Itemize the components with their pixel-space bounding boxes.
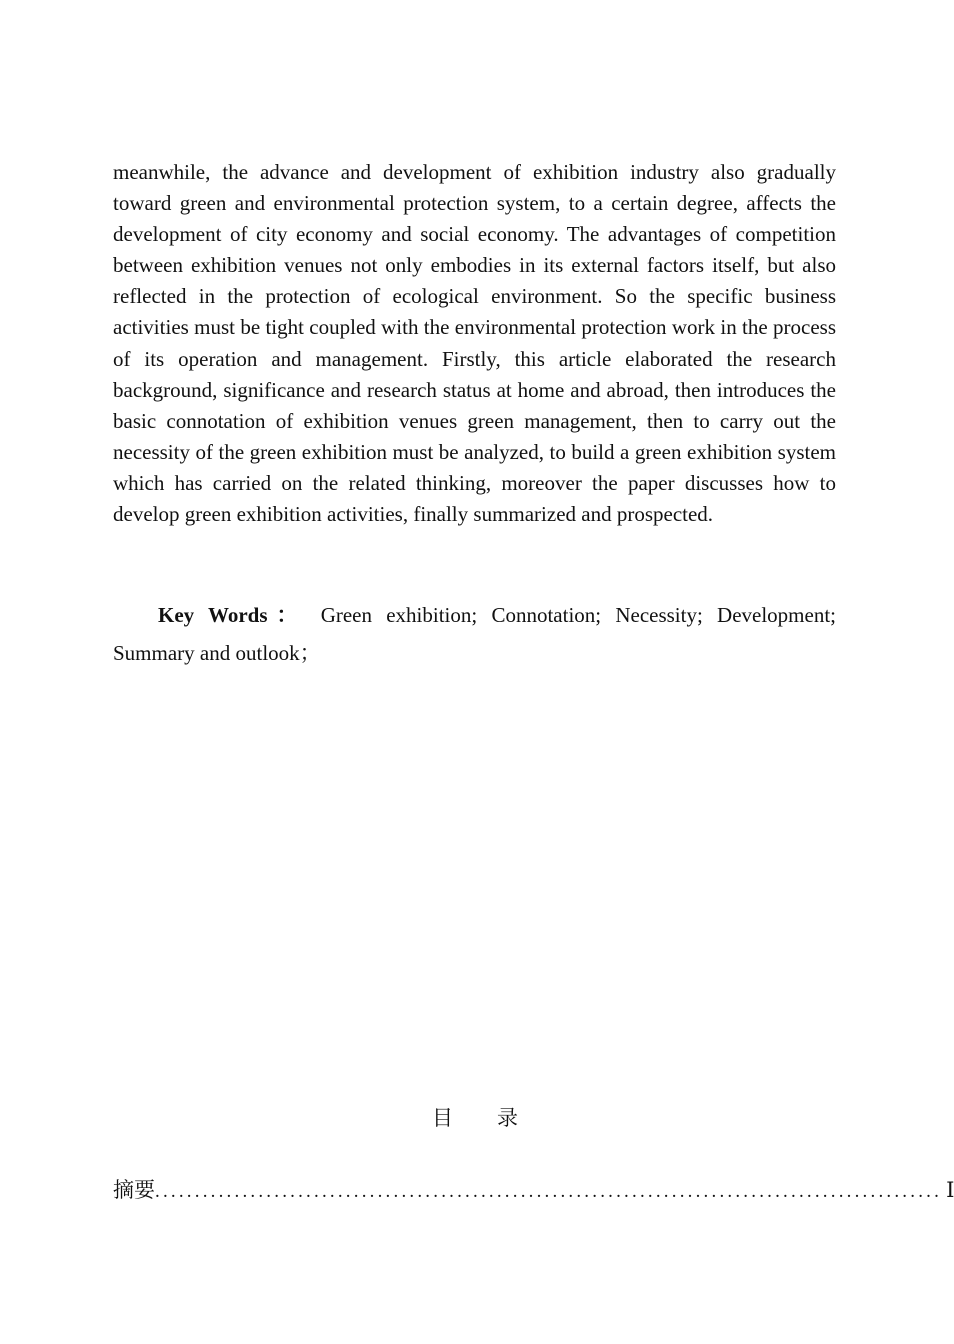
toc-entry-label: 摘要 <box>113 1178 155 1202</box>
toc-heading <box>0 1101 950 1135</box>
keywords-line <box>113 596 836 672</box>
toc-entry-leader: ................................................................................................... <box>155 1181 943 1202</box>
keywords-label: Key Words： <box>158 603 307 627</box>
toc-entry-abstract[interactable] <box>113 1174 954 1206</box>
toc-heading-char-2: 录 <box>497 1106 518 1130</box>
toc-heading-char-1: 目 <box>432 1106 453 1130</box>
abstract-paragraph: meanwhile, the advance and development of exhibition industry also gradually toward green and environmental protection system, to a certain degree, affects the development of city economy and social economy. The advantages of competition between exhibition venues not only embodies in its external factors itself, but also reflected in the protection of ecological environment. So the specific business activities must be tight coupled with the environmental protection work in the process of its operation and management. Firstly, this article elaborated the research background, significance and research status at home and abroad, then introduces the basic connotation of exhibition venues green management, then to carry out the necessity of the green exhibition must be analyzed, to build a green exhibition system which has carried on the related thinking, moreover the paper discusses how to develop green exhibition activities, finally summarized and prospected. <box>113 160 836 527</box>
toc-entry-page-number: Ⅰ <box>946 1178 954 1202</box>
keywords-text: Green exhibition; Connotation; Necessity; Development; Summary and outlook； <box>113 603 837 665</box>
